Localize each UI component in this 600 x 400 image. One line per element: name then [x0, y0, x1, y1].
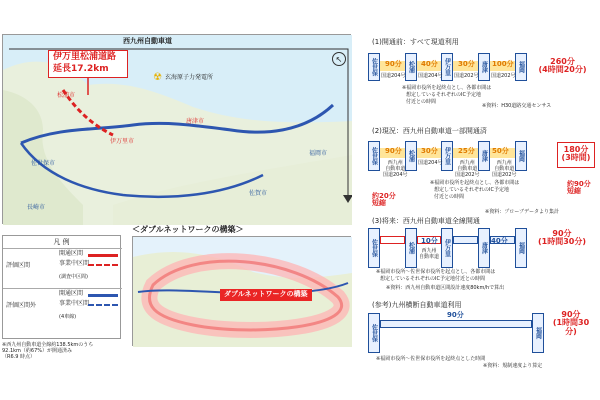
legend-item: 開通区間	[59, 250, 84, 257]
highlight-title: 伊万里松浦道路	[53, 52, 117, 62]
time: 30分	[458, 60, 475, 68]
highlight-length: 延長17.2km	[53, 64, 109, 74]
time: 50分	[492, 147, 509, 155]
section-note: ※福岡市役所～佐世保市役所を起点とし、各都市間は	[376, 269, 496, 275]
node-sasebo: 佐世保	[368, 53, 380, 81]
road: 国道204号	[381, 73, 406, 79]
node-fukuoka: 福岡	[515, 53, 527, 81]
time: 30分	[421, 147, 438, 155]
time: 10分	[421, 237, 438, 245]
node-fukuoka: 福岡	[532, 313, 544, 353]
time: 40分	[491, 237, 508, 245]
double-network-caption: ＜ダブルネットワークの構築＞	[132, 225, 244, 234]
legend-item: (調査中区間)	[59, 274, 88, 280]
legend-group-2	[3, 288, 122, 326]
node-sasebo: 佐世保	[368, 228, 380, 268]
section-note: 想定しているそれぞれのIC予定地	[406, 92, 481, 98]
total-time: 260分 (4時間20分)	[538, 57, 587, 75]
legend-item: 事業中区間	[59, 300, 90, 307]
time: 40分	[421, 60, 438, 68]
total-time: 90分 (1時間30分)	[552, 310, 590, 336]
node-fukuoka: 福岡	[515, 141, 527, 171]
highlight-box	[48, 50, 128, 78]
road: 西九州 自動車道 国道204号	[383, 160, 408, 178]
time: 90分	[385, 60, 402, 68]
node-imari: 伊万里	[441, 228, 453, 268]
time: 90分	[385, 147, 402, 155]
time: 90分	[447, 311, 464, 319]
total-time: 90分 (1時間30分)	[537, 229, 586, 247]
section-4-title: (参考)九州横断自動車道利用	[372, 301, 462, 309]
section-2-title: (2)現況：西九州自動車道一部開通済	[372, 127, 487, 135]
node-imari: 伊万里	[441, 53, 453, 81]
node-matsuura: 松浦	[405, 141, 417, 171]
section-note: 想定しているそれぞれのIC予定地付近との時間	[380, 276, 485, 282]
city-imari: 伊万里市	[110, 138, 135, 145]
legend-item: 事業中区間	[59, 260, 90, 267]
legend-item: (4車線)	[59, 314, 77, 320]
legend-title: 凡 例	[53, 238, 70, 246]
node-karatsu: 唐津	[478, 53, 490, 81]
road: 国道202号	[454, 73, 479, 79]
total-time: 180分 (3時間)	[557, 142, 595, 168]
section-source: ※資料：H30道路交通センサス	[482, 103, 552, 109]
section-note: ※福岡市役所を起終点とし、各都市間は	[402, 85, 492, 91]
road: 西九州 自動車道 国道202号	[455, 160, 480, 178]
time: 25分	[458, 147, 475, 155]
city-sasebo: 佐世保市	[31, 160, 56, 167]
road-label: 西九州自動車道	[123, 37, 172, 45]
node-sasebo: 佐世保	[368, 313, 380, 353]
road: 西九州 自動車道 国道202号	[492, 160, 517, 178]
reduction-left: 約20分 短縮	[372, 192, 396, 208]
city-matsuura: 松浦市	[57, 92, 76, 99]
road: 国道204号	[418, 73, 443, 79]
section-note: ※福岡市役所～佐世保市役所を起終点とした時間	[376, 356, 486, 362]
section-note: ※福岡市役所を起終点とし、各都市間は	[430, 180, 520, 186]
top-map	[2, 34, 351, 224]
legend-group-1	[3, 248, 122, 288]
legend-item: 開通区間	[59, 290, 84, 297]
double-network-map	[132, 236, 351, 346]
legend-note: ※西九州自動車道全線約138.5kmのうち 92.1km（約67%）が開通済み （R6.9 時点）	[2, 342, 94, 360]
city-saga: 佐賀市	[249, 190, 268, 197]
node-karatsu: 唐津	[478, 141, 490, 171]
road: 国道202号	[491, 73, 516, 79]
node-matsuura: 松浦	[405, 228, 417, 268]
reduction-right: 約90分 短縮	[567, 180, 591, 196]
nuclear-icon: ☢	[153, 72, 162, 83]
section-source: ※資料：規制速度より算定	[483, 363, 543, 369]
city-fukuoka: 福岡市	[309, 150, 328, 157]
node-matsuura: 松浦	[405, 53, 417, 81]
compass-icon: ↖	[332, 52, 346, 66]
city-nagasaki: 長崎市	[27, 204, 46, 211]
nuclear-label: 玄海原子力発電所	[165, 74, 214, 81]
section-note: 想定しているそれぞれのIC予定地	[434, 187, 509, 193]
node-karatsu: 唐津	[478, 228, 490, 268]
node-imari: 伊万里	[441, 141, 453, 171]
section-1-title: (1)開通前：すべて現道利用	[372, 38, 459, 46]
time: 100分	[492, 60, 514, 68]
section-source: ※資料：プローブデータより集計	[485, 209, 559, 215]
road: 国道204号	[418, 160, 443, 166]
section-note: 付近との時間	[406, 99, 437, 105]
double-network-label: ダブルネットワークの構築	[220, 289, 312, 301]
node-fukuoka: 福岡	[515, 228, 527, 268]
section-note: 付近との時間	[434, 194, 465, 200]
legend	[2, 235, 121, 339]
road: 西九州 自動車道	[419, 248, 440, 260]
section-note: ※資料：西九州自動車道区間設計速度80km/hで算出	[386, 285, 505, 291]
city-karatsu: 唐津市	[186, 118, 205, 125]
section-3-title: (3)将来：西九州自動車道全線開通	[372, 217, 480, 225]
node-sasebo: 佐世保	[368, 141, 380, 171]
legend-group-label: 評価区間外	[6, 302, 37, 309]
legend-group-label: 評価区間	[6, 262, 31, 269]
